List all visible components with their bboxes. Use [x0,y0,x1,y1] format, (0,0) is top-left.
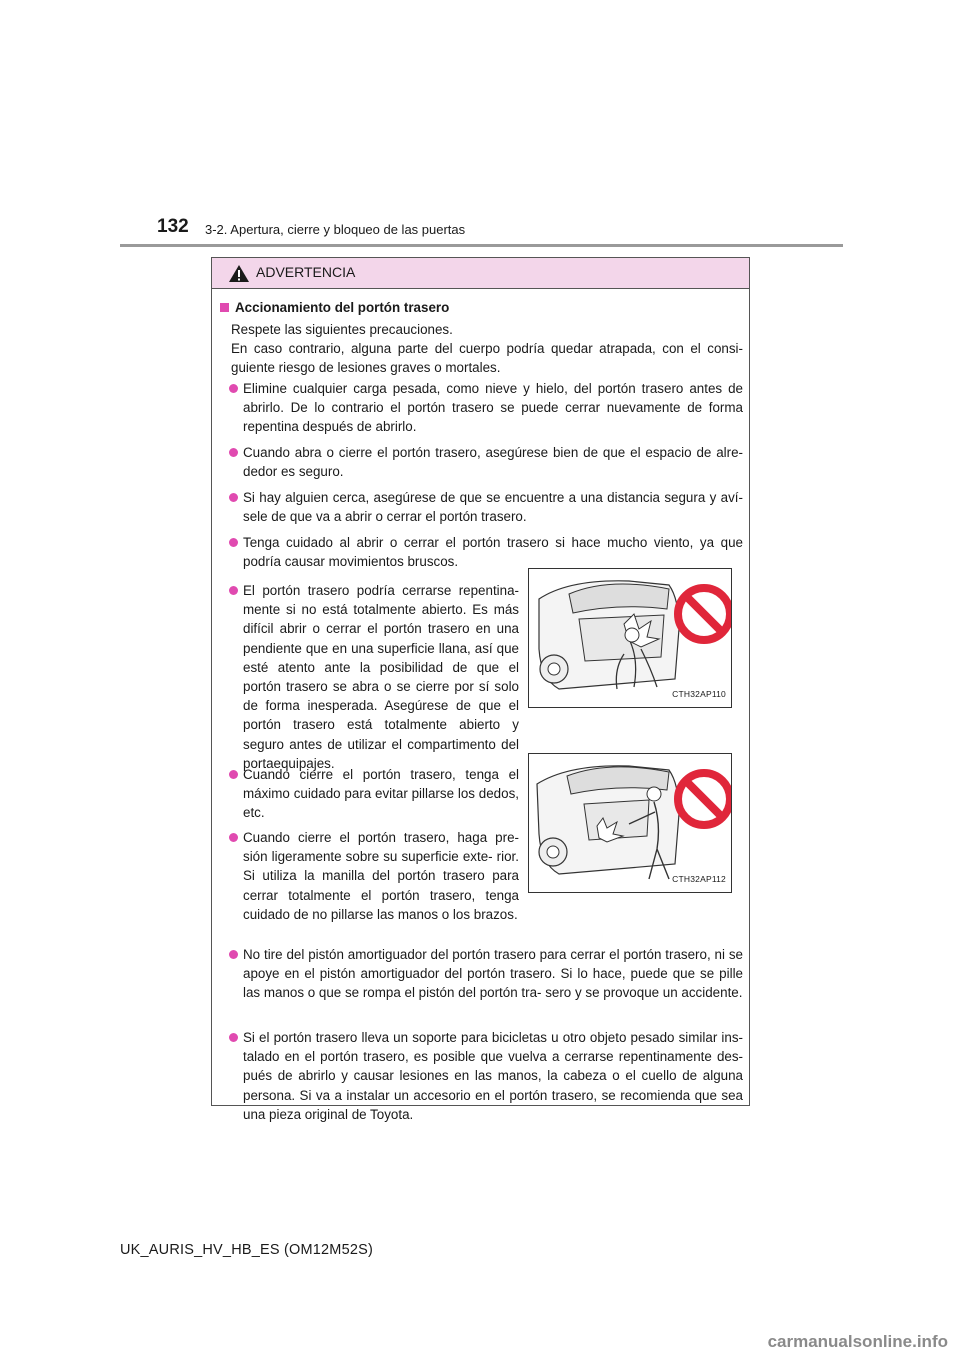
figure-code: CTH32AP110 [672,688,726,699]
bullet-text: Elimine cualquier carga pesada, como nieve y hielo, del portón trasero antes de abrirlo. De lo contrario el portón trasero se puede cerrar nuevamente de forma repentina después de abrirlo. [243,381,743,435]
header-rule [120,244,843,247]
page-number: 132 [157,216,189,237]
bullet-item [229,828,519,924]
bullet-text: Cuando abra o cierre el portón trasero, asegúrese bien de que el espacio de alre- dedor es seguro. [243,445,743,480]
bullet-dot-icon [229,493,238,502]
bullet-dot-icon [229,950,238,959]
bullet-dot-icon [229,1033,238,1042]
bullet-text: Cuando cierre el portón trasero, haga pre- sión ligeramente sobre su superficie exte- rior. Si utiliza la manilla del portón trasero para cerrar totalmente el portón trasero, tenga cuidado de no pillarse las manos o los brazos. [243,830,519,922]
bullet-item [229,945,743,1003]
bullet-text: Tenga cuidado al abrir o cerrar el portón trasero si hace mucho viento, ya que podría causar movimientos bruscos. [243,535,743,570]
square-bullet-icon [220,303,229,312]
bullet-item [229,533,743,571]
warning-heading-text: Accionamiento del portón trasero [235,300,450,315]
figure-tailgate-fingers [528,753,732,893]
warning-box [211,257,750,1122]
figure-tailgate-closing [528,568,732,708]
bullet-dot-icon [229,448,238,457]
warning-header [212,258,749,289]
bullet-item [229,1028,743,1124]
bullet-item [229,379,743,437]
bullet-dot-icon [229,833,238,842]
bullet-text: Cuando cierre el portón trasero, tenga el máximo cuidado para evitar pillarse los dedos, etc. [243,767,519,821]
bullet-text: No tire del pistón amortiguador del portón trasero para cerrar el portón trasero, ni se apoye en el pistón amortiguador del portón trasero. Si lo hace, puede que se pille las manos o que se rompa el pistón del portón tra- sero y se provoque un accidente. [243,947,743,1001]
warning-heading [220,298,449,317]
figure-code: CTH32AP112 [672,873,726,884]
intro-line-2: En caso contrario, alguna parte del cuerpo podría quedar atrapada, con el consi- guiente riesgo de lesiones graves o mortales. [231,341,743,376]
bullet-dot-icon [229,770,238,779]
bullet-item [229,443,743,481]
bullet-item [229,581,519,773]
bullet-dot-icon [229,586,238,595]
section-title: 3-2. Apertura, cierre y bloqueo de las puertas [205,222,466,237]
warning-triangle-icon [228,264,250,283]
intro-line-1: Respete las siguientes precauciones. [231,322,453,337]
bullet-text: Si hay alguien cerca, asegúrese de que se encuentre a una distancia segura y aví- sele de que va a abrir o cerrar el portón trasero. [243,490,743,525]
bullet-dot-icon [229,538,238,547]
bullet-text: Si el portón trasero lleva un soporte para bicicletas u otro objeto pesado similar ins- talado en el portón trasero, es posible que vuelva a cerrarse repentinamente des- pués de abrirlo y causar lesiones en las manos, la cabeza o el cuello de alguna persona. Si va a instalar un accesorio en el portón trasero, se recomienda que sea una pieza original de Toyota. [243,1030,743,1122]
bullet-text: El portón trasero podría cerrarse repentina- mente si no está totalmente abierto. Es más difícil abrir o cerrar el portón trasero en una pendiente que en una superficie llana, así que esté atento ante la posibilidad de que el portón trasero se abra o se cierre por sí solo de forma inesperada. Asegúrese de que el portón trasero está totalmente abierto y seguro antes de utilizar el compartimento del portaequipajes. [243,583,519,771]
bullet-item [229,765,519,823]
footer-doc-id: UK_AURIS_HV_HB_ES (OM12M52S) [120,1242,373,1258]
watermark: carmanualsonline.info [767,1332,948,1351]
bullet-item [229,488,743,526]
warning-title: ADVERTENCIA [256,264,356,280]
bullet-dot-icon [229,384,238,393]
